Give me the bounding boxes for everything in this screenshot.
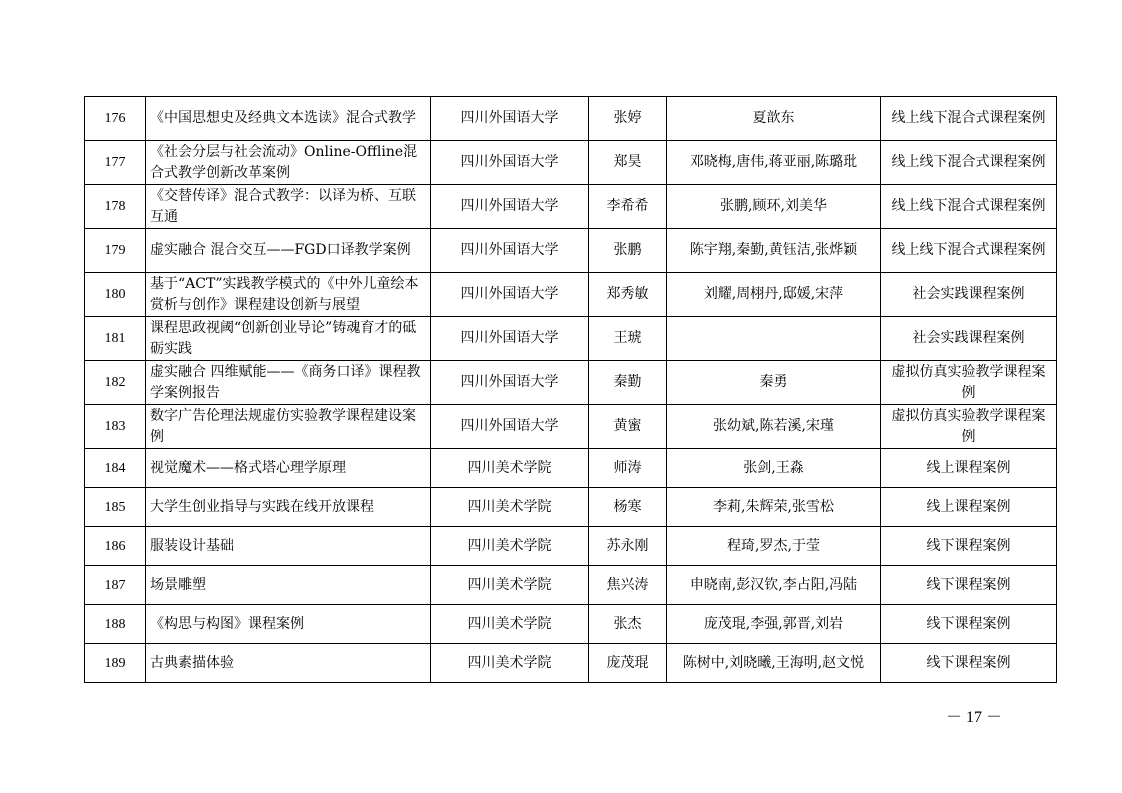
cell-category: 线下课程案例: [881, 527, 1057, 566]
cell-leader: 李希希: [589, 185, 667, 229]
cell-number: 185: [85, 488, 146, 527]
cell-school: 四川外国语大学: [431, 405, 589, 449]
case-list-table: [84, 96, 1057, 683]
cell-leader: 王琥: [589, 317, 667, 361]
cell-members: 李莉,朱辉荣,张雪松: [667, 488, 881, 527]
cell-category: 线下课程案例: [881, 644, 1057, 683]
cell-category: 社会实践课程案例: [881, 273, 1057, 317]
cell-members: 张剑,王淼: [667, 449, 881, 488]
cell-number: 187: [85, 566, 146, 605]
table-row: [85, 644, 1057, 683]
cell-members: 庞茂琨,李强,郭晋,刘岩: [667, 605, 881, 644]
cell-category: 线上课程案例: [881, 488, 1057, 527]
cell-category: 线下课程案例: [881, 566, 1057, 605]
cell-course-title: 虚实融合 四维赋能——《商务口译》课程教学案例报告: [146, 361, 431, 405]
cell-leader: 焦兴涛: [589, 566, 667, 605]
cell-number: 181: [85, 317, 146, 361]
cell-leader: 张鹏: [589, 229, 667, 273]
table-row: [85, 488, 1057, 527]
cell-members: [667, 317, 881, 361]
cell-leader: 郑昊: [589, 141, 667, 185]
cell-school: 四川外国语大学: [431, 361, 589, 405]
cell-course-title: 古典素描体验: [146, 644, 431, 683]
cell-course-title: 场景雕塑: [146, 566, 431, 605]
cell-school: 四川外国语大学: [431, 185, 589, 229]
cell-leader: 郑秀敏: [589, 273, 667, 317]
table-row: [85, 527, 1057, 566]
table-row: [85, 97, 1057, 141]
cell-school: 四川美术学院: [431, 488, 589, 527]
cell-school: 四川美术学院: [431, 566, 589, 605]
cell-members: 张鹏,顾环,刘美华: [667, 185, 881, 229]
cell-course-title: 大学生创业指导与实践在线开放课程: [146, 488, 431, 527]
cell-members: 陈树中,刘晓曦,王海明,赵文悦: [667, 644, 881, 683]
cell-school: 四川美术学院: [431, 644, 589, 683]
table-row: [85, 449, 1057, 488]
table-row: [85, 405, 1057, 449]
cell-members: 申晓南,彭汉钦,李占阳,冯陆: [667, 566, 881, 605]
cell-course-title: 《中国思想史及经典文本选读》混合式教学: [146, 97, 431, 141]
cell-school: 四川外国语大学: [431, 273, 589, 317]
cell-leader: 黄蜜: [589, 405, 667, 449]
cell-school: 四川外国语大学: [431, 97, 589, 141]
cell-course-title: 数字广告伦理法规虚仿实验教学课程建设案例: [146, 405, 431, 449]
cell-course-title: 服装设计基础: [146, 527, 431, 566]
cell-course-title: 基于“ACT”实践教学模式的《中外儿童绘本赏析与创作》课程建设创新与展望: [146, 273, 431, 317]
cell-number: 189: [85, 644, 146, 683]
cell-school: 四川美术学院: [431, 527, 589, 566]
cell-leader: 张婷: [589, 97, 667, 141]
cell-number: 184: [85, 449, 146, 488]
table-body: [85, 97, 1057, 683]
cell-number: 182: [85, 361, 146, 405]
cell-course-title: 视觉魔术——格式塔心理学原理: [146, 449, 431, 488]
cell-members: 张幼斌,陈若溪,宋瑾: [667, 405, 881, 449]
page-number: － 17 －: [945, 709, 1002, 726]
cell-number: 180: [85, 273, 146, 317]
cell-members: 程琦,罗杰,于莹: [667, 527, 881, 566]
cell-members: 邓晓梅,唐伟,蒋亚丽,陈璐玭: [667, 141, 881, 185]
table-row: [85, 273, 1057, 317]
cell-school: 四川外国语大学: [431, 229, 589, 273]
cell-school: 四川外国语大学: [431, 141, 589, 185]
table-row: [85, 185, 1057, 229]
cell-school: 四川美术学院: [431, 449, 589, 488]
cell-leader: 杨寒: [589, 488, 667, 527]
cell-number: 176: [85, 97, 146, 141]
cell-members: 刘耀,周栩丹,邸媛,宋萍: [667, 273, 881, 317]
cell-category: 社会实践课程案例: [881, 317, 1057, 361]
cell-category: 线上线下混合式课程案例: [881, 97, 1057, 141]
cell-category: 线上线下混合式课程案例: [881, 229, 1057, 273]
table-row: [85, 605, 1057, 644]
table-row: [85, 317, 1057, 361]
cell-category: 虚拟仿真实验教学课程案例: [881, 361, 1057, 405]
cell-leader: 苏永刚: [589, 527, 667, 566]
cell-course-title: 虚实融合 混合交互——FGD口译教学案例: [146, 229, 431, 273]
cell-number: 178: [85, 185, 146, 229]
cell-course-title: 课程思政视阈“创新创业导论”铸魂育才的砥砺实践: [146, 317, 431, 361]
cell-leader: 秦勤: [589, 361, 667, 405]
cell-course-title: 《构思与构图》课程案例: [146, 605, 431, 644]
cell-leader: 师涛: [589, 449, 667, 488]
cell-number: 186: [85, 527, 146, 566]
cell-category: 线上线下混合式课程案例: [881, 185, 1057, 229]
cell-members: 夏歆东: [667, 97, 881, 141]
cell-school: 四川外国语大学: [431, 317, 589, 361]
table-row: [85, 566, 1057, 605]
cell-course-title: 《交替传译》混合式教学：以译为桥、互联互通: [146, 185, 431, 229]
cell-members: 秦勇: [667, 361, 881, 405]
cell-school: 四川美术学院: [431, 605, 589, 644]
cell-number: 188: [85, 605, 146, 644]
cell-category: 线上课程案例: [881, 449, 1057, 488]
cell-course-title: 《社会分层与社会流动》Online-Offline混合式教学创新改革案例: [146, 141, 431, 185]
cell-leader: 庞茂琨: [589, 644, 667, 683]
cell-number: 183: [85, 405, 146, 449]
table-row: [85, 361, 1057, 405]
cell-category: 线上线下混合式课程案例: [881, 141, 1057, 185]
cell-number: 177: [85, 141, 146, 185]
cell-number: 179: [85, 229, 146, 273]
cell-category: 虚拟仿真实验教学课程案例: [881, 405, 1057, 449]
table-row: [85, 229, 1057, 273]
table-row: [85, 141, 1057, 185]
cell-leader: 张杰: [589, 605, 667, 644]
cell-category: 线下课程案例: [881, 605, 1057, 644]
cell-members: 陈宇翔,秦勤,黄钰洁,张烨颖: [667, 229, 881, 273]
